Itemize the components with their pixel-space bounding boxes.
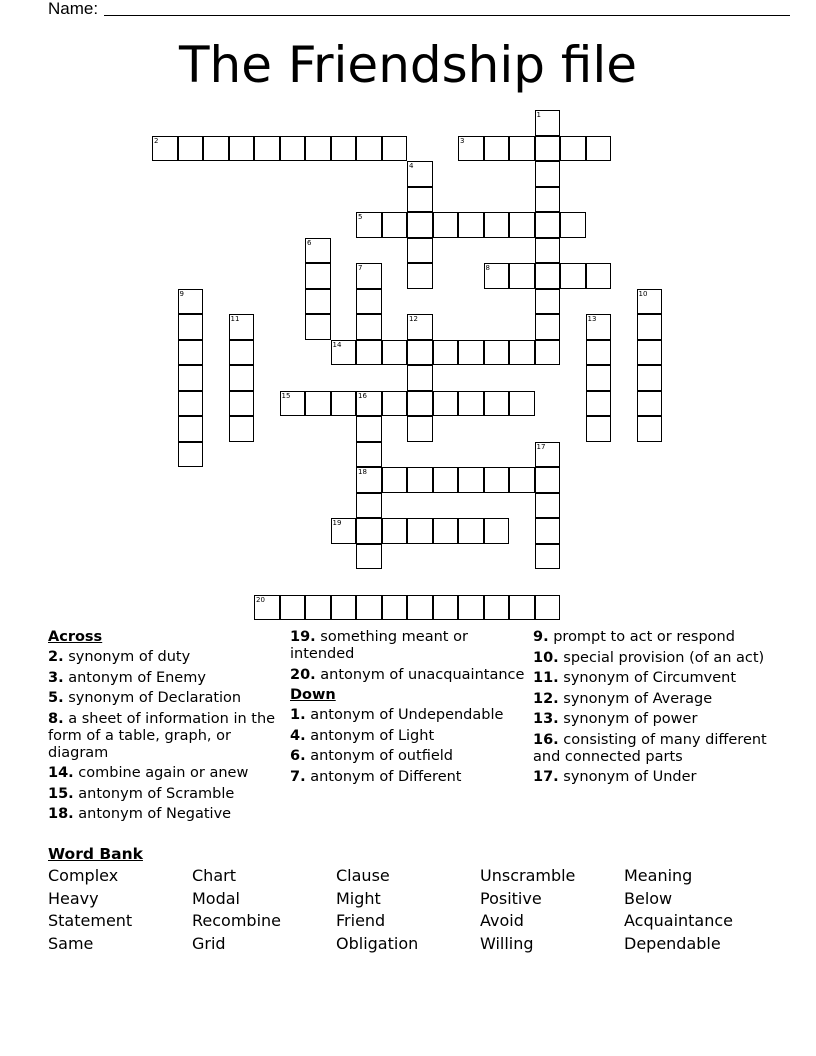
word-bank-word: Complex xyxy=(48,866,119,885)
word-bank-title: Word Bank xyxy=(48,845,143,863)
crossword-cell[interactable] xyxy=(637,314,663,340)
crossword-cell[interactable] xyxy=(407,314,433,340)
crossword-cell[interactable] xyxy=(305,289,331,315)
crossword-cell[interactable] xyxy=(637,340,663,366)
name-label: Name: xyxy=(48,0,99,18)
crossword-cell[interactable] xyxy=(458,518,484,544)
word-bank-word: Chart xyxy=(192,866,236,885)
crossword-cell[interactable] xyxy=(331,136,357,162)
crossword-cell[interactable] xyxy=(178,365,204,391)
crossword-cell[interactable] xyxy=(535,467,561,493)
crossword-cell[interactable] xyxy=(637,365,663,391)
crossword-cell[interactable] xyxy=(458,340,484,366)
clue-down: 16. consisting of many different and connected parts xyxy=(533,731,767,765)
page-title: The Friendship file xyxy=(178,36,638,94)
crossword-cell[interactable] xyxy=(407,161,433,187)
crossword-cell[interactable] xyxy=(331,391,357,417)
crossword-cell[interactable] xyxy=(407,365,433,391)
word-bank-word: Heavy xyxy=(48,888,99,908)
crossword-cell[interactable] xyxy=(305,238,331,264)
crossword-cell[interactable] xyxy=(407,263,433,289)
word-bank-word: Unscramble xyxy=(480,866,576,885)
crossword-cell[interactable] xyxy=(356,263,382,289)
crossword-cell[interactable] xyxy=(382,391,408,417)
clue-number: 7 xyxy=(358,264,363,272)
crossword-cell[interactable] xyxy=(637,416,663,442)
crossword-cell[interactable] xyxy=(356,212,382,238)
word-bank-word: Friend xyxy=(336,911,386,930)
crossword-cell[interactable] xyxy=(560,136,586,162)
crossword-cell[interactable] xyxy=(178,416,204,442)
word-bank-word: Avoid xyxy=(480,911,524,930)
clue-number: 3 xyxy=(460,136,465,145)
crossword-cell[interactable] xyxy=(407,595,433,621)
crossword-cell[interactable] xyxy=(382,212,408,238)
crossword-cell[interactable] xyxy=(407,238,433,264)
word-bank-word: Positive xyxy=(480,888,542,908)
clue-number: 10 xyxy=(638,289,648,298)
clue-number: 19 xyxy=(332,519,342,527)
crossword-cell[interactable] xyxy=(382,595,408,621)
crossword-cell[interactable] xyxy=(178,136,204,162)
crossword-cell[interactable] xyxy=(356,442,382,468)
clue-down: 10. special provision (of an act) xyxy=(533,649,765,666)
crossword-cell[interactable] xyxy=(433,467,459,493)
clue-across: 19. something meant or intended xyxy=(290,629,468,662)
crossword-cell[interactable] xyxy=(382,136,408,162)
clue-number: 16 xyxy=(358,391,367,400)
word-bank-word: Clause xyxy=(336,866,390,885)
crossword-cell[interactable] xyxy=(280,136,306,162)
clue-number: 4 xyxy=(409,162,414,170)
crossword-cell[interactable] xyxy=(433,518,459,544)
crossword-cell[interactable] xyxy=(356,416,382,442)
crossword-cell[interactable] xyxy=(509,391,535,417)
crossword-cell[interactable] xyxy=(458,391,484,417)
clue-column-1 xyxy=(48,629,288,827)
word-bank-word: Might xyxy=(336,888,381,908)
crossword-cell[interactable] xyxy=(535,161,561,187)
clue-across: 5. synonym of Declaration xyxy=(48,690,242,706)
crossword-cell[interactable] xyxy=(586,416,612,442)
clue-number: 20 xyxy=(256,595,265,604)
clue-down: 1. antonym of Undependable xyxy=(290,707,504,723)
word-bank-word: Dependable xyxy=(624,933,721,953)
clue-number: 15 xyxy=(281,391,291,400)
crossword-cell[interactable] xyxy=(535,518,561,544)
crossword-cell[interactable] xyxy=(535,340,561,366)
crossword-cell[interactable] xyxy=(509,595,535,621)
word-bank-word: Recombine xyxy=(192,911,281,930)
crossword-cell[interactable] xyxy=(509,136,535,162)
clue-number: 9 xyxy=(179,289,184,298)
crossword-cell[interactable] xyxy=(356,391,382,417)
clue-number: 14 xyxy=(332,340,342,349)
crossword-cell[interactable] xyxy=(484,212,510,238)
crossword-cell[interactable] xyxy=(535,212,561,238)
clue-down: 7. antonym of Different xyxy=(290,768,462,785)
crossword-cell[interactable] xyxy=(331,340,357,366)
crossword-cell[interactable] xyxy=(509,340,535,366)
clue-column-2 xyxy=(290,629,530,789)
clue-across: 2. synonym of duty xyxy=(48,649,191,665)
crossword-cell[interactable] xyxy=(178,391,204,417)
clue-down: 13. synonym of power xyxy=(533,711,698,727)
crossword-cell[interactable] xyxy=(356,518,382,544)
crossword-cell[interactable] xyxy=(229,365,255,391)
crossword-cell[interactable] xyxy=(433,595,459,621)
crossword-cell[interactable] xyxy=(407,416,433,442)
crossword-cell[interactable] xyxy=(331,518,357,544)
crossword-cell[interactable] xyxy=(484,595,510,621)
clue-down: 12. synonym of Average xyxy=(533,690,713,707)
clue-across: 14. combine again or anew xyxy=(48,765,249,781)
crossword-cell[interactable] xyxy=(382,340,408,366)
clue-number: 6 xyxy=(307,238,312,247)
crossword-cell[interactable] xyxy=(637,289,663,315)
word-bank-word: Modal xyxy=(192,888,240,908)
crossword-cell[interactable] xyxy=(433,340,459,366)
crossword-cell[interactable] xyxy=(535,544,561,570)
crossword-cell[interactable] xyxy=(356,595,382,621)
clue-down: 17. synonym of Under xyxy=(533,769,697,785)
crossword-cell[interactable] xyxy=(229,391,255,417)
crossword-cell[interactable] xyxy=(484,263,510,289)
crossword-cell[interactable] xyxy=(458,467,484,493)
word-bank-word: Acquaintance xyxy=(624,911,734,930)
crossword-cell[interactable] xyxy=(305,314,331,340)
crossword-cell[interactable] xyxy=(407,467,433,493)
word-bank-word: Statement xyxy=(48,911,133,930)
crossword-cell[interactable] xyxy=(407,391,433,417)
clue-down: 6. antonym of outfield xyxy=(290,748,453,764)
crossword-cell[interactable] xyxy=(484,391,510,417)
crossword-cell[interactable] xyxy=(535,289,561,315)
crossword-cell[interactable] xyxy=(509,212,535,238)
crossword-cell[interactable] xyxy=(535,110,561,136)
crossword-cell[interactable] xyxy=(331,595,357,621)
crossword-cell[interactable] xyxy=(560,263,586,289)
crossword-cell[interactable] xyxy=(280,391,306,417)
crossword-cell[interactable] xyxy=(484,467,510,493)
crossword-cell[interactable] xyxy=(586,263,612,289)
clue-down: 4. antonym of Light xyxy=(290,727,435,744)
word-bank-word: Grid xyxy=(192,933,226,953)
clue-across: 20. antonym of unacquaintance xyxy=(290,666,525,683)
clue-number: 12 xyxy=(409,315,418,323)
crossword-cell[interactable] xyxy=(586,365,612,391)
crossword-cell[interactable] xyxy=(305,391,331,417)
crossword-cell[interactable] xyxy=(586,391,612,417)
clue-number: 8 xyxy=(485,264,490,272)
crossword-cell[interactable] xyxy=(484,340,510,366)
crossword-cell[interactable] xyxy=(254,595,280,621)
clue-across: 3. antonym of Enemy xyxy=(48,669,206,686)
crossword-cell[interactable] xyxy=(484,136,510,162)
clue-across: 8. a sheet of information in the form of a table, graph, or diagram xyxy=(48,710,276,761)
word-bank-word: Willing xyxy=(480,933,534,953)
word-bank xyxy=(48,867,768,953)
crossword-cell[interactable] xyxy=(407,187,433,213)
crossword-cell[interactable] xyxy=(433,212,459,238)
crossword-cell[interactable] xyxy=(356,136,382,162)
clue-down: 11. synonym of Circumvent xyxy=(533,670,737,686)
crossword-cell[interactable] xyxy=(560,212,586,238)
crossword-cell[interactable] xyxy=(229,314,255,340)
crossword-cell[interactable] xyxy=(535,263,561,289)
crossword-cell[interactable] xyxy=(535,187,561,213)
clue-number: 2 xyxy=(154,136,159,145)
crossword-cell[interactable] xyxy=(382,518,408,544)
crossword-cell[interactable] xyxy=(407,340,433,366)
clue-number: 1 xyxy=(536,111,541,119)
crossword-cell[interactable] xyxy=(305,263,331,289)
crossword-cell[interactable] xyxy=(356,493,382,519)
word-bank-word: Obligation xyxy=(336,933,419,953)
across-heading: Across xyxy=(48,629,103,645)
clue-across: 18. antonym of Negative xyxy=(48,806,232,822)
crossword-cell[interactable] xyxy=(407,212,433,238)
crossword-cell[interactable] xyxy=(280,595,306,621)
word-bank-word: Same xyxy=(48,933,94,953)
clue-column-3 xyxy=(533,629,773,790)
crossword-cell[interactable] xyxy=(458,136,484,162)
crossword-cell[interactable] xyxy=(586,314,612,340)
crossword-cell[interactable] xyxy=(178,442,204,468)
crossword-cell[interactable] xyxy=(178,289,204,315)
crossword-cell[interactable] xyxy=(509,467,535,493)
crossword-cell[interactable] xyxy=(305,136,331,162)
crossword-cell[interactable] xyxy=(458,595,484,621)
clue-number: 5 xyxy=(358,213,363,221)
word-bank-word: Meaning xyxy=(624,866,693,885)
crossword-cell[interactable] xyxy=(356,314,382,340)
crossword-cell[interactable] xyxy=(229,340,255,366)
crossword-cell[interactable] xyxy=(178,314,204,340)
crossword-cell[interactable] xyxy=(535,595,561,621)
crossword-cell[interactable] xyxy=(229,416,255,442)
crossword-cell[interactable] xyxy=(535,238,561,264)
crossword-cell[interactable] xyxy=(535,136,561,162)
crossword-cell[interactable] xyxy=(458,212,484,238)
crossword-cell[interactable] xyxy=(356,289,382,315)
crossword-cell[interactable] xyxy=(586,136,612,162)
crossword-cell[interactable] xyxy=(407,518,433,544)
crossword-cell[interactable] xyxy=(433,391,459,417)
crossword-cell[interactable] xyxy=(535,314,561,340)
down-heading: Down xyxy=(290,687,336,703)
crossword-cell[interactable] xyxy=(356,340,382,366)
clue-number: 17 xyxy=(536,442,546,451)
clue-number: 18 xyxy=(358,468,367,476)
clue-across: 15. antonym of Scramble xyxy=(48,785,235,802)
crossword-cell[interactable] xyxy=(535,493,561,519)
crossword-cell[interactable] xyxy=(356,467,382,493)
crossword-cell[interactable] xyxy=(586,340,612,366)
crossword-cell[interactable] xyxy=(509,263,535,289)
word-bank-word: Below xyxy=(624,888,673,908)
crossword-cell[interactable] xyxy=(305,595,331,621)
crossword-cell[interactable] xyxy=(254,136,280,162)
crossword-cell[interactable] xyxy=(229,136,255,162)
crossword-cell[interactable] xyxy=(637,391,663,417)
clue-down: 9. prompt to act or respond xyxy=(533,629,735,645)
crossword-cell[interactable] xyxy=(382,467,408,493)
crossword-cell[interactable] xyxy=(203,136,229,162)
crossword-cell[interactable] xyxy=(535,442,561,468)
crossword-cell[interactable] xyxy=(152,136,178,162)
crossword-cell[interactable] xyxy=(178,340,204,366)
crossword-cell[interactable] xyxy=(484,518,510,544)
clue-number: 11 xyxy=(230,315,240,323)
clue-number: 13 xyxy=(587,315,597,323)
crossword-cell[interactable] xyxy=(356,544,382,570)
